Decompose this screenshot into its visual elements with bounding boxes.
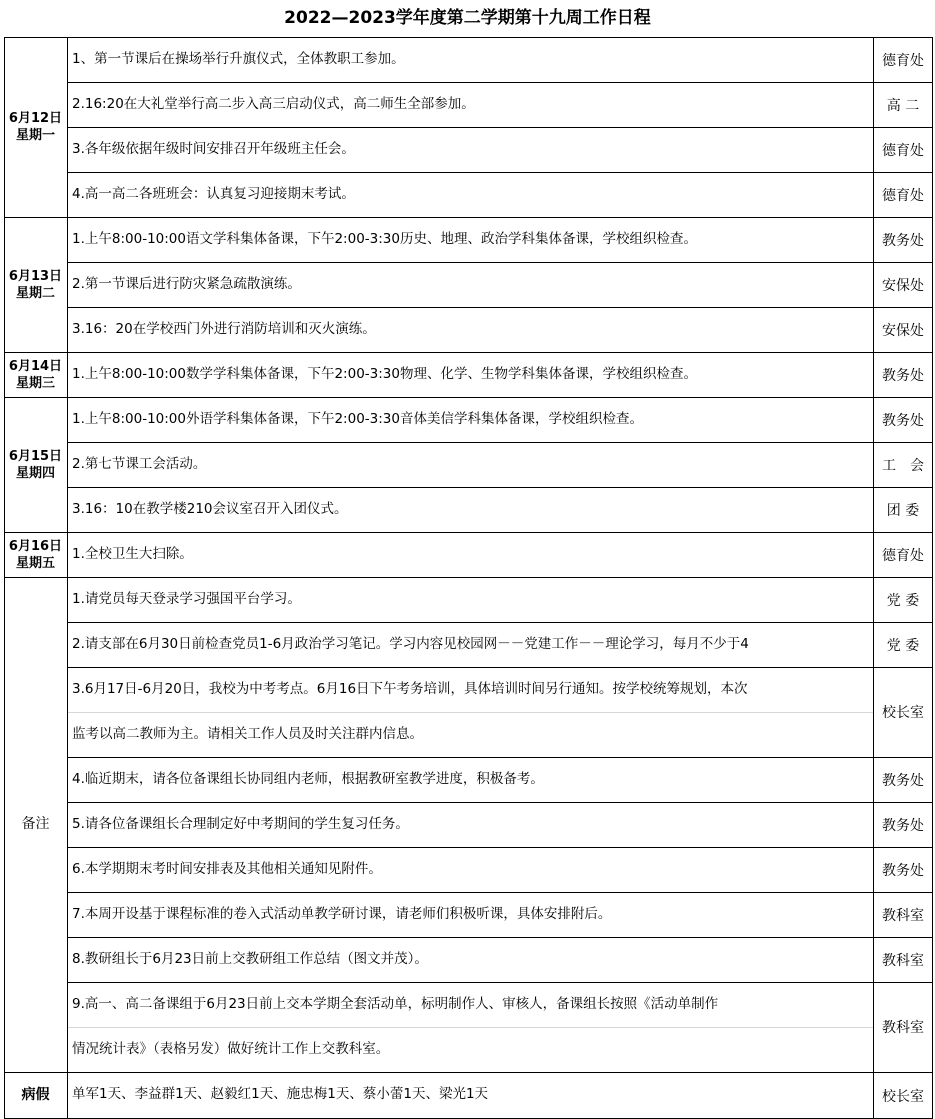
line-separator <box>68 712 873 713</box>
day-date: 6月15日 <box>8 448 63 464</box>
department-label: 党 委 <box>886 592 920 609</box>
department-label: 教务处 <box>882 862 924 879</box>
task-text: 6.本学期期末考时间安排表及其他相关通知见附件。 <box>72 861 382 877</box>
task-text-line: 3.6月17日-6月20日，我校为中考考点。6月16日下午考务培训，具体培训时间另行通知。按学校统筹规划，本次 <box>72 681 748 697</box>
day-cell <box>4 352 67 397</box>
department-label: 教科室 <box>882 907 924 924</box>
row-border <box>67 172 932 173</box>
day-weekday: 星期三 <box>15 375 55 391</box>
row-border <box>67 667 932 668</box>
column-border <box>4 37 5 1119</box>
row-border <box>67 82 932 83</box>
sick-leave-label: 病假 <box>21 1087 50 1103</box>
row-border <box>67 37 932 38</box>
row-border <box>67 307 932 308</box>
department-label: 教科室 <box>882 1020 924 1036</box>
day-date: 6月16日 <box>8 538 63 554</box>
task-text: 1.上午8:00-10:00外语学科集体备课，下午2:00-3:30音体美信学科集体备课，学校组织检查。 <box>72 411 643 427</box>
day-date: 6月13日 <box>8 268 63 284</box>
row-border <box>67 352 932 353</box>
row-border <box>67 487 932 488</box>
day-cell <box>4 532 67 577</box>
day-date: 6月14日 <box>8 358 63 374</box>
task-text: 4.高一高二各班班会：认真复习迎接期末考试。 <box>72 186 355 202</box>
task-text: 7.本周开设基于课程标准的卷入式活动单教学研讨课，请老师们积极听课，具体安排附后。 <box>72 906 612 922</box>
row-border <box>67 802 932 803</box>
task-text: 2.请支部在6月30日前检查党员1-6月政治学习笔记。学习内容见校园网－－党建工作－－理论学习，每月不少于4 <box>72 636 749 652</box>
department-label: 德育处 <box>882 52 924 69</box>
sick-leave-list: 单军1天、李益群1天、赵毅红1天、施忠梅1天、蔡小蕾1天、梁光1天 <box>72 1086 489 1102</box>
row-border <box>67 847 932 848</box>
day-weekday: 星期二 <box>15 285 55 301</box>
row-border <box>67 937 932 938</box>
task-text: 1.上午8:00-10:00数学学科集体备课，下午2:00-3:30物理、化学、生物学科集体备课，学校组织检查。 <box>72 366 697 382</box>
row-border <box>67 127 932 128</box>
row-border <box>67 982 932 983</box>
task-text: 2.第七节课工会活动。 <box>72 456 207 472</box>
day-date: 6月12日 <box>8 111 63 126</box>
row-border <box>67 892 932 893</box>
task-text: 1.全校卫生大扫除。 <box>72 546 193 562</box>
row-border <box>67 442 932 443</box>
department-label: 党 委 <box>886 637 920 654</box>
task-text: 1、第一节课后在操场举行升旗仪式，全体教职工参加。 <box>72 51 405 67</box>
row-border <box>67 622 932 623</box>
task-text: 3.各年级依据年级时间安排召开年级班主任会。 <box>72 141 355 157</box>
department-label: 教务处 <box>882 367 924 384</box>
task-text-line: 情况统计表》（表格另发）做好统计工作上交教科室。 <box>72 1041 390 1057</box>
day-weekday: 星期一 <box>15 128 55 143</box>
department-label: 德育处 <box>882 142 924 159</box>
department-label: 工 会 <box>882 457 924 474</box>
column-border <box>873 37 874 1119</box>
row-border <box>67 1072 932 1073</box>
day-cell <box>4 37 67 217</box>
day-cell <box>4 217 67 352</box>
column-border <box>932 37 933 1119</box>
day-cell <box>4 397 67 532</box>
row-border <box>67 577 932 578</box>
row-border <box>67 532 932 533</box>
row-border <box>67 397 932 398</box>
task-text: 3.16：10在教学楼210会议室召开入团仪式。 <box>72 501 348 517</box>
task-text: 8.教研组长于6月23日前上交教研组工作总结（图文并茂）。 <box>72 951 428 967</box>
department-label: 高 二 <box>886 97 920 114</box>
row-border <box>67 757 932 758</box>
page-title: 2022—2023学年度第二学期第十九周工作日程 <box>284 8 651 28</box>
department-label: 德育处 <box>882 547 924 564</box>
task-text: 1.请党员每天登录学习强国平台学习。 <box>72 591 301 607</box>
day-weekday: 星期四 <box>15 465 55 481</box>
department-label: 教科室 <box>882 952 924 969</box>
line-separator <box>68 1027 873 1028</box>
row-border <box>67 262 932 263</box>
department-label: 教务处 <box>882 817 924 834</box>
department-label: 安保处 <box>882 322 924 339</box>
task-text-line: 9.高一、高二备课组于6月23日前上交本学期全套活动单，标明制作人、审核人，备课组长按照《活动单制作 <box>72 996 719 1012</box>
task-text: 4.临近期末，请各位备课组长协同组内老师，根据教研室教学进度，积极备考。 <box>72 771 544 787</box>
department-label: 德育处 <box>882 187 924 204</box>
department-label: 教务处 <box>882 412 924 429</box>
department-label: 校长室 <box>882 1088 924 1105</box>
day-weekday: 星期五 <box>15 555 55 571</box>
column-border <box>67 37 68 1119</box>
task-text: 1.上午8:00-10:00语文学科集体备课，下午2:00-3:30历史、地理、政治学科集体备课，学校组织检查。 <box>72 231 697 247</box>
task-text: 2.16:20在大礼堂举行高二步入高三启动仪式，高二师生全部参加。 <box>72 96 475 112</box>
row-border <box>67 217 932 218</box>
department-label: 校长室 <box>882 705 924 721</box>
notes-label: 备注 <box>21 816 50 832</box>
department-label: 团 委 <box>886 502 920 519</box>
task-text: 5.请各位备课组长合理制定好中考期间的学生复习任务。 <box>72 816 409 832</box>
task-text: 2.第一节课后进行防灾紧急疏散演练。 <box>72 276 301 292</box>
department-label: 教务处 <box>882 772 924 789</box>
task-text: 3.16：20在学校西门外进行消防培训和灭火演练。 <box>72 321 376 337</box>
department-label: 教务处 <box>882 232 924 249</box>
task-text-line: 监考以高二教师为主。请相关工作人员及时关注群内信息。 <box>72 726 423 742</box>
department-label: 安保处 <box>882 277 924 294</box>
